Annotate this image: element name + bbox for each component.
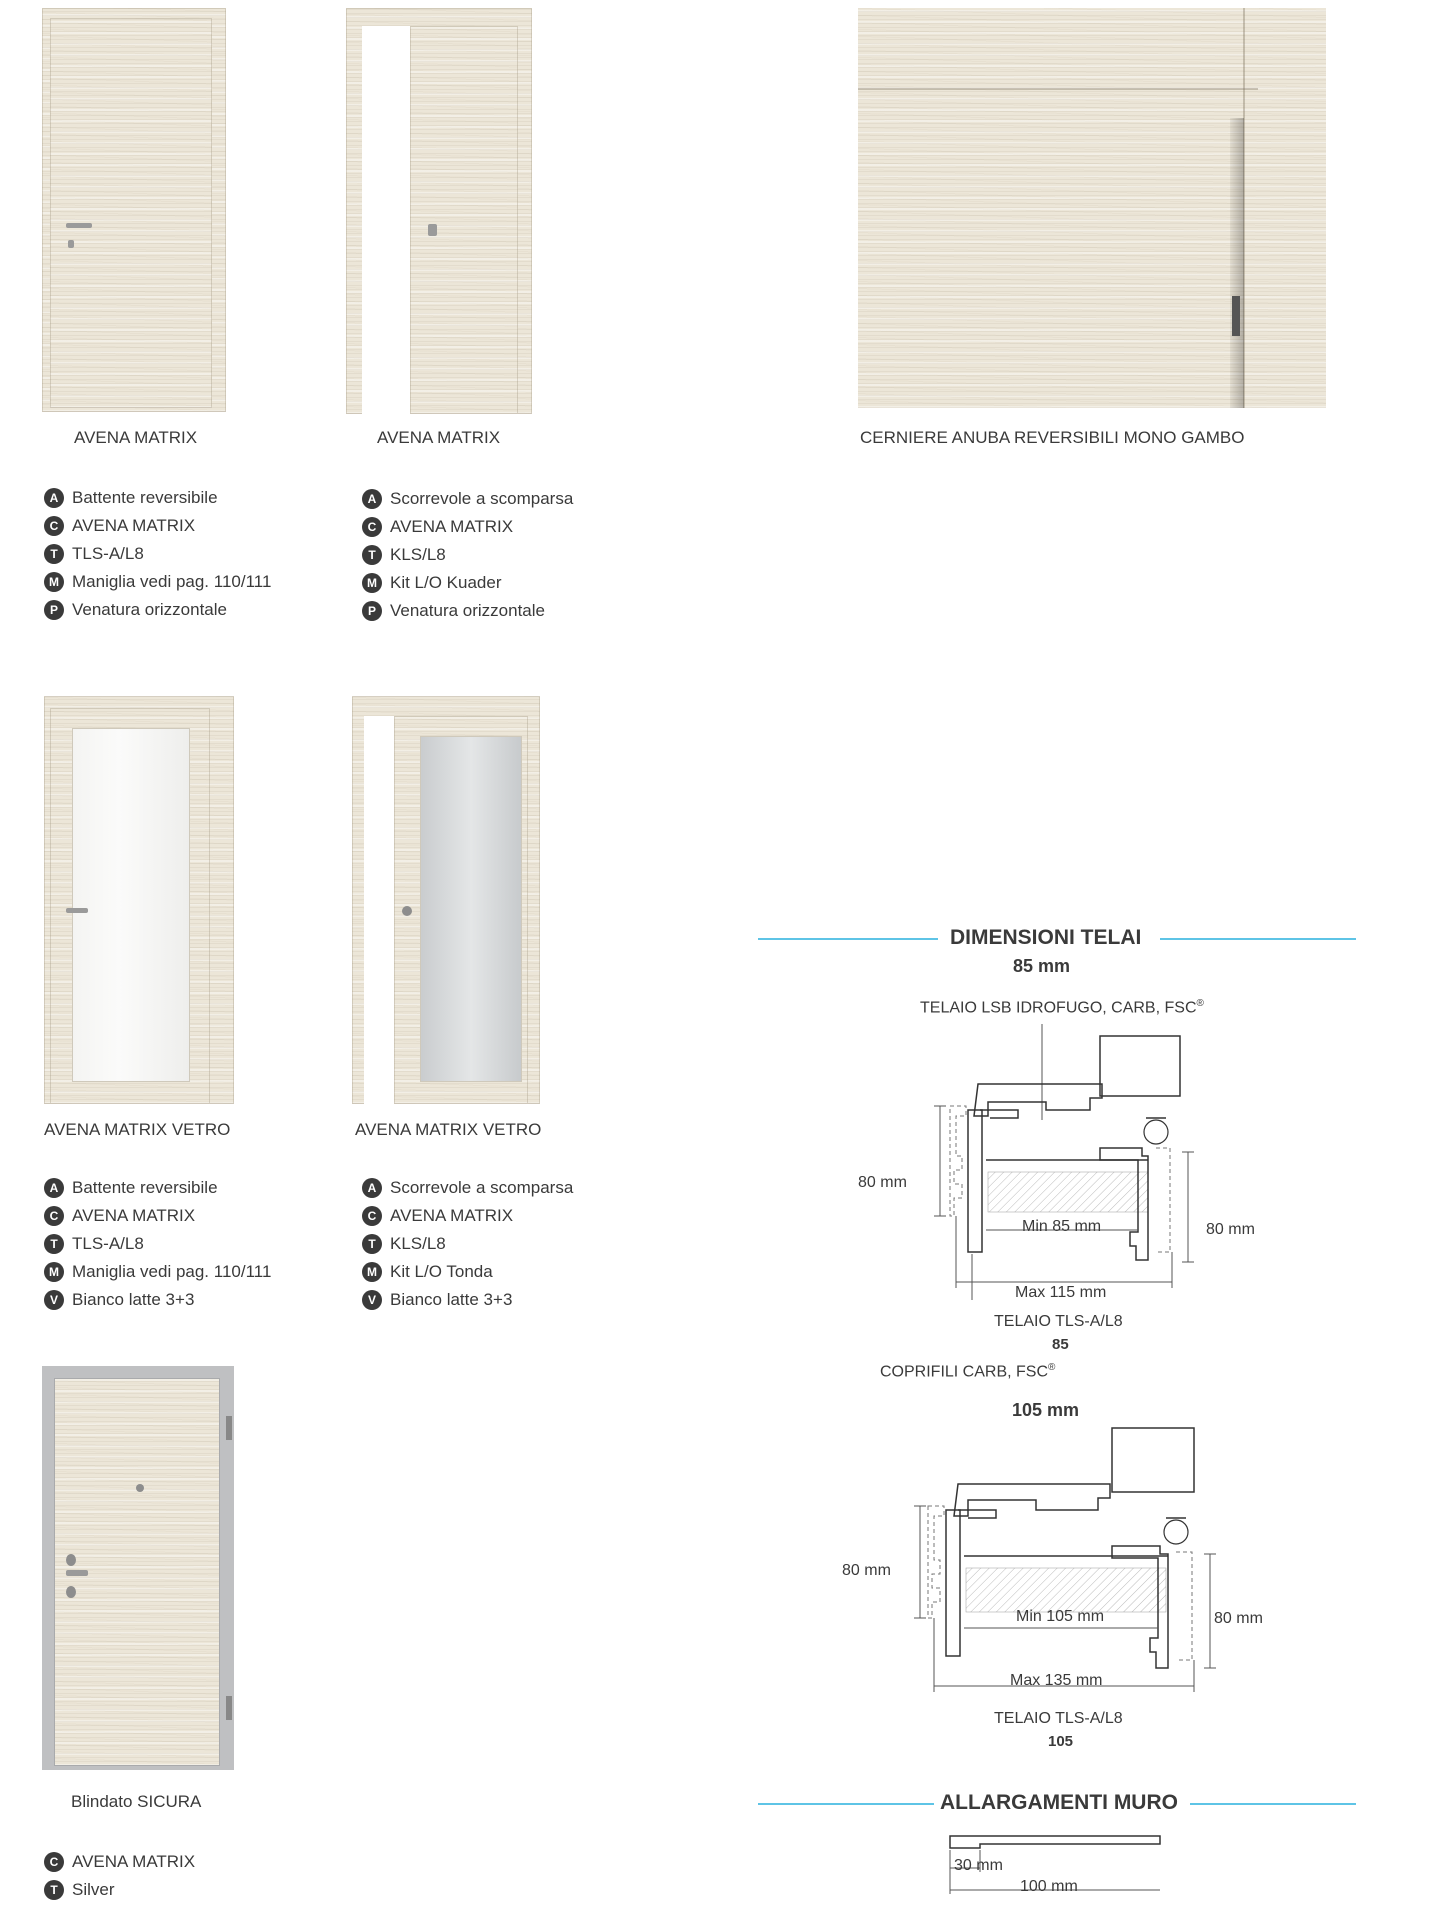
spec-item: C AVENA MATRIX bbox=[44, 1202, 271, 1230]
spec-list bbox=[44, 484, 271, 624]
door-edge-shadow bbox=[1230, 118, 1244, 408]
width-30-label: 30 mm bbox=[954, 1857, 1003, 1874]
hinge-icon bbox=[226, 1416, 232, 1440]
door-image-avena-matrix bbox=[42, 8, 226, 412]
spec-item: T KLS/L8 bbox=[362, 1230, 573, 1258]
badge-m-icon: M bbox=[362, 1262, 382, 1282]
badge-t-icon: T bbox=[44, 1234, 64, 1254]
product-caption: AVENA MATRIX bbox=[377, 428, 501, 447]
max-width-label: Max 115 mm bbox=[1015, 1284, 1107, 1301]
door-handle-icon bbox=[66, 1570, 88, 1576]
pull-handle-icon bbox=[428, 224, 437, 236]
badge-t-icon: T bbox=[44, 544, 64, 564]
frame-size-label: 105 mm bbox=[1012, 1400, 1080, 1420]
product-caption: AVENA MATRIX VETRO bbox=[44, 1120, 231, 1139]
badge-a-icon: A bbox=[44, 1178, 64, 1198]
spec-item: C AVENA MATRIX bbox=[44, 512, 271, 540]
telaio-number: 85 bbox=[1052, 1336, 1069, 1353]
product-caption: AVENA MATRIX VETRO bbox=[355, 1120, 542, 1139]
badge-t-icon: T bbox=[362, 545, 382, 565]
spec-list bbox=[362, 1174, 573, 1314]
spec-item: V Bianco latte 3+3 bbox=[44, 1286, 271, 1314]
telaio-number: 105 bbox=[1048, 1733, 1074, 1750]
width-100-label: 100 mm bbox=[1020, 1878, 1078, 1895]
spec-item: T TLS-A/L8 bbox=[44, 540, 271, 568]
door-leaf bbox=[410, 26, 518, 414]
door-leaf bbox=[50, 18, 212, 408]
spec-list bbox=[44, 1174, 271, 1314]
spec-item: P Venatura orizzontale bbox=[362, 597, 573, 625]
height-right-label: 80 mm bbox=[1214, 1610, 1263, 1627]
min-width-label: Min 105 mm bbox=[1016, 1608, 1105, 1625]
spec-item: M Maniglia vedi pag. 110/111 bbox=[44, 568, 271, 596]
frame-diagram-105 bbox=[840, 1420, 1240, 1710]
peephole-icon bbox=[136, 1484, 144, 1492]
spec-item: A Battente reversibile bbox=[44, 1174, 271, 1202]
badge-m-icon: M bbox=[44, 572, 64, 592]
hinge-closeup-image bbox=[858, 8, 1326, 408]
badge-c-icon: C bbox=[44, 1206, 64, 1226]
spec-list bbox=[362, 485, 573, 625]
telaio-label: TELAIO TLS-A/L8 bbox=[994, 1313, 1123, 1330]
badge-c-icon: C bbox=[44, 516, 64, 536]
door-opening bbox=[362, 26, 410, 414]
badge-m-icon: M bbox=[44, 1262, 64, 1282]
frame-diagram-85 bbox=[850, 1020, 1240, 1300]
badge-c-icon: C bbox=[44, 1852, 64, 1872]
spec-item: A Scorrevole a scomparsa bbox=[362, 1174, 573, 1202]
spec-item: V Bianco latte 3+3 bbox=[362, 1286, 573, 1314]
product-caption: AVENA MATRIX bbox=[74, 428, 198, 447]
door-image-avena-matrix-vetro bbox=[44, 696, 234, 1104]
badge-t-icon: T bbox=[44, 1880, 64, 1900]
badge-a-icon: A bbox=[362, 489, 382, 509]
lock-cylinder-icon bbox=[66, 1554, 76, 1566]
section-title-dimensioni: DIMENSIONI TELAI bbox=[950, 926, 1142, 949]
badge-m-icon: M bbox=[362, 573, 382, 593]
lock-cylinder-icon bbox=[66, 1586, 76, 1598]
spec-item: T KLS/L8 bbox=[362, 541, 573, 569]
spec-item: M Kit L/O Tonda bbox=[362, 1258, 573, 1286]
spec-item: M Kit L/O Kuader bbox=[362, 569, 573, 597]
height-left-label: 80 mm bbox=[842, 1562, 891, 1579]
glass-panel bbox=[420, 736, 522, 1082]
badge-t-icon: T bbox=[362, 1234, 382, 1254]
section-title-allargamenti: ALLARGAMENTI MURO bbox=[940, 1791, 1178, 1814]
spec-item: C AVENA MATRIX bbox=[44, 1848, 195, 1876]
hinge-caption: CERNIERE ANUBA REVERSIBILI MONO GAMBO bbox=[860, 428, 1245, 447]
spec-item: A Scorrevole a scomparsa bbox=[362, 485, 573, 513]
height-left-label: 80 mm bbox=[858, 1174, 907, 1191]
badge-v-icon: V bbox=[44, 1290, 64, 1310]
product-caption: Blindato SICURA bbox=[71, 1792, 202, 1811]
section-divider bbox=[1190, 1803, 1356, 1805]
badge-v-icon: V bbox=[362, 1290, 382, 1310]
diagram-label: TELAIO LSB IDROFUGO, CARB, FSC® bbox=[920, 998, 1204, 1017]
keyhole-icon bbox=[68, 240, 74, 248]
height-right-label: 80 mm bbox=[1206, 1221, 1255, 1238]
door-image-avena-matrix-vetro-sliding bbox=[352, 696, 540, 1104]
telaio-label: TELAIO TLS-A/L8 bbox=[994, 1710, 1123, 1727]
spec-item: C AVENA MATRIX bbox=[362, 513, 573, 541]
min-width-label: Min 85 mm bbox=[1022, 1218, 1102, 1235]
spec-item: P Venatura orizzontale bbox=[44, 596, 271, 624]
frame-top-edge bbox=[858, 88, 1258, 90]
badge-a-icon: A bbox=[362, 1178, 382, 1198]
hinge-icon bbox=[226, 1696, 232, 1720]
coprifili-label: COPRIFILI CARB, FSC® bbox=[880, 1362, 1056, 1381]
section-divider bbox=[758, 938, 938, 940]
door-handle-icon bbox=[66, 223, 92, 228]
badge-a-icon: A bbox=[44, 488, 64, 508]
frame-size-label: 85 mm bbox=[1013, 956, 1071, 976]
spec-item: T TLS-A/L8 bbox=[44, 1230, 271, 1258]
door-image-avena-matrix-sliding bbox=[346, 8, 532, 414]
spec-item: M Maniglia vedi pag. 110/111 bbox=[44, 1258, 271, 1286]
section-divider bbox=[758, 1803, 934, 1805]
door-handle-icon bbox=[66, 908, 88, 913]
round-knob-icon bbox=[402, 906, 412, 916]
max-width-label: Max 135 mm bbox=[1010, 1672, 1103, 1689]
badge-p-icon: P bbox=[362, 601, 382, 621]
badge-p-icon: P bbox=[44, 600, 64, 620]
door-opening bbox=[364, 716, 394, 1104]
badge-c-icon: C bbox=[362, 1206, 382, 1226]
door-image-blindato-sicura bbox=[42, 1366, 234, 1770]
spec-list bbox=[44, 1848, 195, 1904]
hinge-icon bbox=[1232, 296, 1240, 336]
glass-panel bbox=[72, 728, 190, 1082]
spec-item: C AVENA MATRIX bbox=[362, 1202, 573, 1230]
spec-item: T Silver bbox=[44, 1876, 195, 1904]
badge-c-icon: C bbox=[362, 517, 382, 537]
section-divider bbox=[1160, 938, 1356, 940]
spec-item: A Battente reversibile bbox=[44, 484, 271, 512]
